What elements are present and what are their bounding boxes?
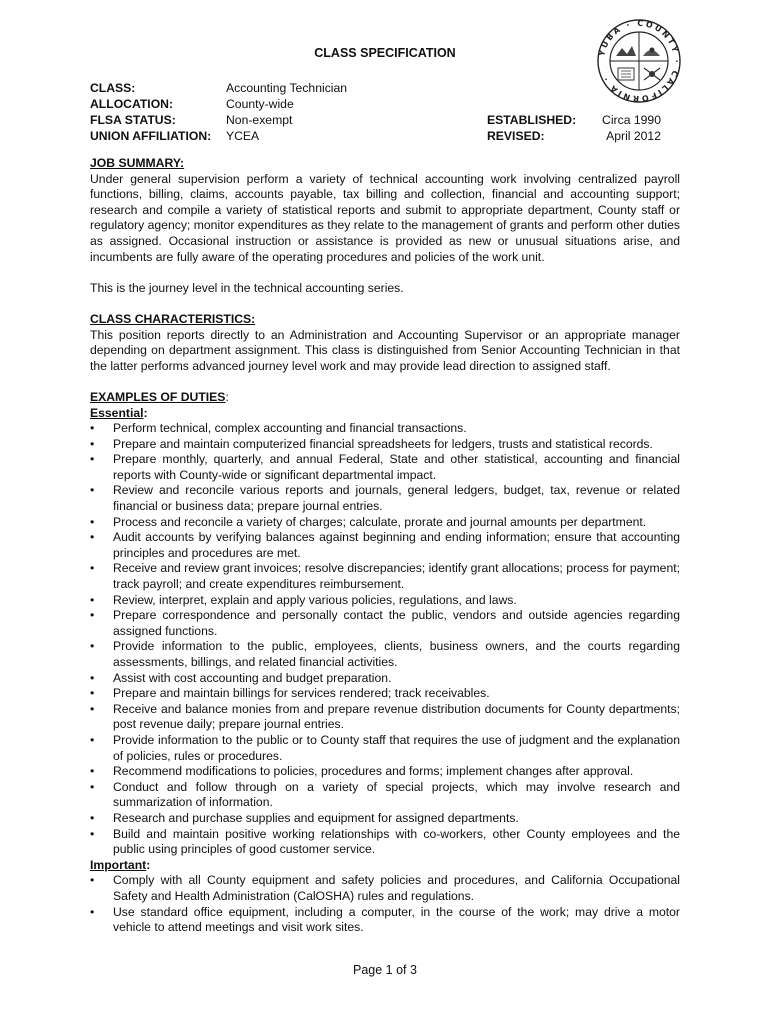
class-characteristics-text: This position reports directly to an Administration and Accounting Supervisor or an appropriate manager depending on department assignment. This class is distinguished from Senior Accounting Technician in that the latter performs advanced journey level work and may provide lead direction to assigned staff.: [90, 327, 680, 373]
important-heading-colon: :: [146, 857, 151, 872]
bullet-icon: •: [90, 764, 95, 779]
bullet-icon: •: [90, 483, 95, 498]
duty-text: Assist with cost accounting and budget preparation.: [113, 670, 392, 685]
bullet-icon: •: [90, 436, 95, 451]
bullet-icon: •: [90, 779, 95, 794]
svg-text:YUBA · COUNTY · CALIFORNIA ·: YUBA · COUNTY · CALIFORNIA ·: [597, 18, 682, 104]
county-seal-icon: [596, 18, 682, 104]
bullet-icon: •: [90, 810, 95, 825]
essential-heading-line: [90, 406, 680, 422]
class-row: [90, 80, 347, 96]
duty-list-item: [90, 811, 680, 827]
bullet-icon: •: [90, 561, 95, 576]
duty-text: Receive and balance monies from and prepare revenue distribution documents for County departments; post revenue daily; prepare journal entries.: [113, 701, 680, 732]
duty-list-item: [90, 671, 680, 687]
established-label: ESTABLISHED:: [487, 113, 577, 127]
duty-text: Prepare and maintain computerized financial spreadsheets for ledgers, trusts and statistical records.: [113, 436, 653, 451]
duties-heading-colon: :: [225, 389, 229, 404]
duty-list-item: [90, 733, 680, 764]
class-characteristics-heading: CLASS CHARACTERISTICS:: [90, 311, 256, 326]
duty-list-item: [90, 561, 680, 592]
flsa-label: FLSA STATUS:: [90, 113, 176, 127]
journey-level-text: This is the journey level in the technical accounting series.: [90, 280, 404, 295]
bullet-icon: •: [90, 421, 95, 436]
bullet-icon: •: [90, 452, 95, 467]
duty-list-item: [90, 483, 680, 514]
duty-list-item: [90, 827, 680, 858]
header-left: [90, 80, 347, 144]
duty-text: Perform technical, complex accounting and financial transactions.: [113, 421, 467, 436]
duties-heading: EXAMPLES OF DUTIES: [90, 389, 226, 404]
duty-list-item: [90, 530, 680, 561]
established-value: Circa 1990: [602, 113, 661, 127]
essential-duties-list: [90, 421, 680, 858]
duty-text: Recommend modifications to policies, procedures and forms; implement changes after approval.: [113, 764, 634, 779]
bullet-icon: •: [90, 514, 95, 529]
duty-text: Review and reconcile various reports and journals, general ledgers, budget, tax, revenue or related financial or business data; prepare journal entries.: [113, 483, 680, 514]
duty-text: Review, interpret, explain and apply various policies, regulations, and laws.: [113, 592, 517, 607]
bullet-icon: •: [90, 670, 95, 685]
bullet-icon: •: [90, 592, 95, 607]
bullet-icon: •: [90, 608, 95, 623]
duty-text: Receive and review grant invoices; resolve discrepancies; identify grant allocations; process for payment; track payroll; and create expenditures reimbursement.: [113, 561, 680, 592]
duty-text: Research and purchase supplies and equipment for assigned departments.: [113, 810, 519, 825]
bullet-icon: •: [90, 732, 95, 747]
job-summary-heading: JOB SUMMARY:: [90, 156, 185, 170]
essential-heading: Essential: [90, 405, 144, 420]
duty-list-item: [90, 593, 680, 609]
document-title: CLASS SPECIFICATION: [314, 46, 456, 60]
revised-label: REVISED:: [487, 129, 545, 143]
class-value: Accounting Technician: [226, 81, 348, 95]
bullet-icon: •: [90, 873, 95, 888]
essential-heading-colon: :: [143, 405, 148, 420]
bullet-icon: •: [90, 826, 95, 841]
duty-list-item: [90, 639, 680, 670]
duty-list-item: [90, 437, 680, 453]
duty-text: Prepare monthly, quarterly, and annual Federal, State and other statistical, accounting and financial reports with County-wide or significant departmental impact.: [113, 452, 680, 482]
union-value: YCEA: [226, 129, 260, 143]
header-right: [487, 112, 661, 144]
important-heading: Important: [90, 857, 147, 872]
bullet-icon: •: [90, 701, 95, 716]
duty-list-item: [90, 873, 680, 904]
duty-list-item: [90, 608, 680, 639]
page-footer: Page 1 of 3: [353, 963, 417, 977]
revised-row: [487, 128, 661, 144]
duty-list-item: [90, 905, 680, 936]
flsa-row: [90, 112, 347, 128]
duty-text: Provide information to the public or to County staff that requires the use of judgment and the explanation of policies, rules or procedures.: [113, 732, 680, 763]
duty-text: Conduct and follow through on a variety of special projects, which may involve research and summarization of information.: [113, 779, 680, 810]
important-heading-line: [90, 858, 680, 874]
duty-list-item: [90, 515, 680, 531]
duty-list-item: [90, 702, 680, 733]
document-body: [90, 156, 680, 936]
allocation-label: ALLOCATION:: [90, 97, 174, 111]
duty-list-item: [90, 686, 680, 702]
bullet-icon: •: [90, 530, 95, 545]
established-row: [487, 112, 661, 128]
union-row: [90, 128, 347, 144]
allocation-value: County-wide: [226, 97, 294, 111]
duty-list-item: [90, 764, 680, 780]
duty-list-item: [90, 421, 680, 437]
duty-text: Process and reconcile a variety of charges; calculate, prorate and journal amounts per department.: [113, 514, 647, 529]
bullet-icon: •: [90, 639, 95, 654]
revised-value: April 2012: [606, 129, 661, 143]
bullet-icon: •: [90, 686, 95, 701]
duty-text: Provide information to the public, employees, clients, business owners, and the courts regarding assessments, billings, and related financial activities.: [113, 639, 680, 669]
bullet-icon: •: [90, 904, 95, 919]
duty-list-item: [90, 780, 680, 811]
duty-text: Prepare correspondence and personally contact the public, vendors and outside agencies regarding assigned functions.: [113, 608, 680, 638]
duty-text: Comply with all County equipment and safety policies and procedures, and California Occupational Safety and Health Administration (CalOSHA) rules and regulations.: [113, 873, 680, 903]
job-summary-text: Under general supervision perform a variety of technical accounting work involving centralized payroll functions, billing, claims, accounts payable, tax billing and collection, financial and accounting support; research and compile a variety of statistical reports and submit to appropriate department, County staff or regulatory agency; monitor expenditures as they relate to the management of grants and perform other duties as assigned. Occasional instruction or assistance is provided as new or unusual situations arise, and incumbents are fully aware of the operating procedures and policies of the work unit.: [90, 171, 680, 264]
union-label: UNION AFFILIATION:: [90, 129, 212, 143]
duty-list-item: [90, 452, 680, 483]
flsa-value: Non-exempt: [226, 113, 293, 127]
allocation-row: [90, 96, 347, 112]
duty-text: Build and maintain positive working relationships with co-workers, other County employees and the public using principles of good customer service.: [113, 826, 680, 857]
duties-heading-line: [90, 390, 680, 406]
important-duties-list: [90, 873, 680, 935]
duty-text: Use standard office equipment, including a computer, in the course of the work; may drive a motor vehicle to attend meetings and visit work sites.: [113, 904, 680, 935]
class-label: CLASS:: [90, 81, 136, 95]
duty-text: Prepare and maintain billings for services rendered; track receivables.: [113, 686, 490, 701]
duty-text: Audit accounts by verifying balances against beginning and ending information; ensure that accounting principles and procedures are met.: [113, 530, 680, 560]
